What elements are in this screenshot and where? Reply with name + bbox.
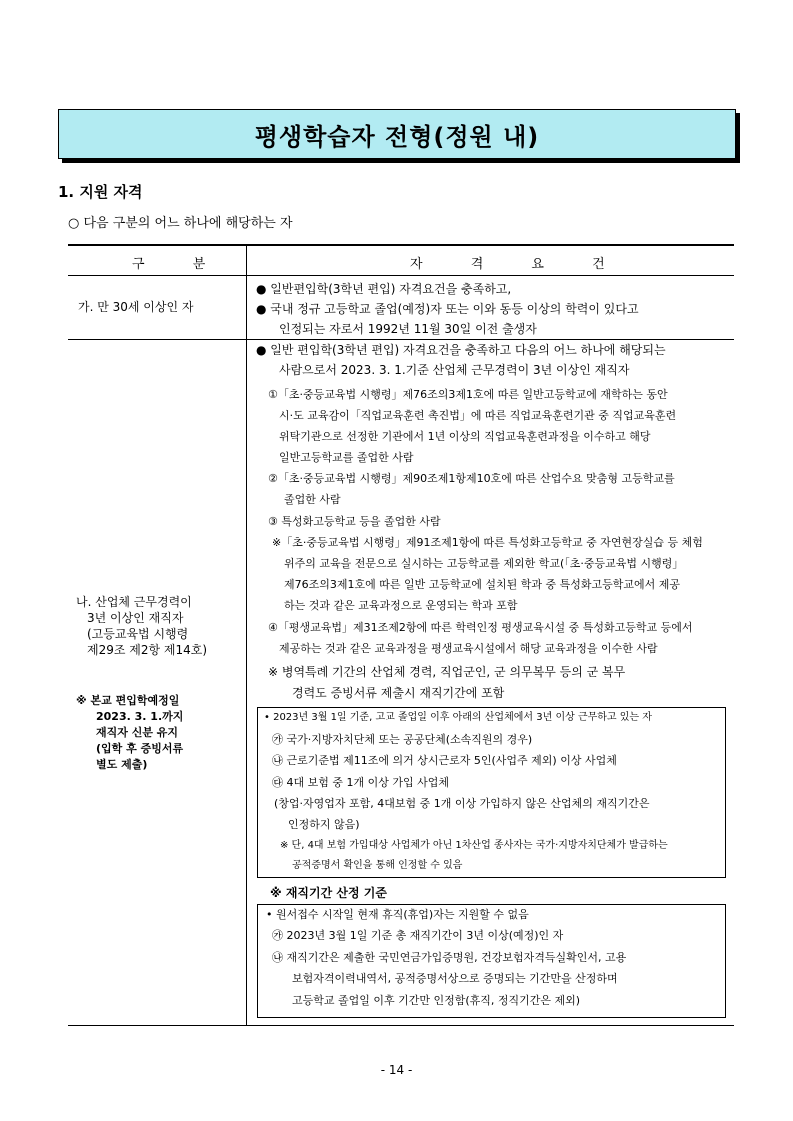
row-b-line: 졸업한 사람 <box>284 493 341 506</box>
table-bottom-rule <box>68 1025 734 1026</box>
row-b-line: 일반고등학교를 졸업한 사람 <box>279 451 414 464</box>
row-b-label: 나. 산업체 근무경력이 <box>76 595 192 609</box>
row-b-line: ④「평생교육법」제31조제2항에 따른 학력인정 평생교육시설 중 특성화고등학교 등에서 <box>268 621 693 634</box>
row-b-line: ②「초·중등교육법 시행령」제90조제1항제10호에 따른 산업수요 맞춤형 고등학교를 <box>268 472 675 485</box>
page-number: - 14 - <box>380 1063 413 1077</box>
row-b-line: 제76조의3제1호에 따른 일반 고등학교에 설치된 학과 중 특성화고등학교에서 제공 <box>284 578 680 591</box>
row-b-line: 위탁기관으로 선정한 기관에서 1년 이상의 직업교육훈련과정을 이수하고 해당 <box>279 430 651 443</box>
row-b-line: 제공하는 것과 같은 교육과정을 평생교육시설에서 해당 교육과정을 이수한 사람 <box>279 642 658 655</box>
row-b-line: 사람으로서 2023. 3. 1.기준 산업체 근무경력이 3년 이상인 재직자 <box>279 363 630 377</box>
row-b-note: 재직자 신분 유지 <box>96 726 179 739</box>
row-b-label: 제29조 제2항 제14호) <box>87 643 208 657</box>
table-header-requirements: 자 격 요 건 <box>410 257 627 272</box>
row-b-line: ※ 병역특례 기간의 산업체 경력, 직업군인, 군 의무복무 등의 군 복무 <box>268 665 626 679</box>
box1-line: • 2023년 3월 1일 기준, 고교 졸업일 이후 아래의 산업체에서 3년 이상 근무하고 있는 자 <box>264 712 652 723</box>
row-b-note: 별도 제출) <box>96 758 148 771</box>
table-header-rule <box>68 275 734 276</box>
row-b-line: 경력도 증빙서류 제출시 재직기간에 포함 <box>292 686 505 700</box>
row-b-line: ※「초·중등교육법 시행령」제91조제1항에 따른 특성화고등학교 중 자연현장실습 등 체험 <box>272 536 703 549</box>
box1-line: ※ 단, 4대 보험 가입대상 사업체가 아닌 1차산업 종사자는 국가·지방자치단체가 발급하는 <box>280 840 668 851</box>
box2-line: 보험자격이력내역서, 공적증명서상으로 증명되는 기간만을 산정하며 <box>292 972 618 985</box>
row-a-line: 인정되는 자로서 1992년 11월 30일 이전 출생자 <box>279 322 537 336</box>
box1-line: ㉰ 4대 보험 중 1개 이상 가입 사업체 <box>272 776 449 789</box>
row-b-line: 시·도 교육감이「직업교육훈련 촉진법」에 따른 직업교육훈련기관 중 직업교육훈련 <box>279 409 677 422</box>
row-b-line: 위주의 교육을 전문으로 실시하는 고등학교를 제외한 학교(「초·중등교육법 시행령」 <box>284 557 684 570</box>
box2-line: • 원서접수 시작일 현재 휴직(휴업)자는 지원할 수 없음 <box>266 908 529 921</box>
box1-line: 공적증명서 확인을 통해 인정할 수 있음 <box>292 860 463 871</box>
row-b-line: ③ 특성화고등학교 등을 졸업한 사람 <box>268 515 441 528</box>
table-row-rule <box>68 339 734 340</box>
box2-line: 고등학교 졸업일 이후 기간만 인정함(휴직, 정직기간은 제외) <box>292 994 581 1007</box>
row-a-line: ● 국내 정규 고등학교 졸업(예정)자 또는 이와 동등 이상의 학력이 있다고 <box>256 302 639 316</box>
table-header-category: 구 분 <box>132 257 228 272</box>
intro-text: ○ 다음 구분의 어느 하나에 해당하는 자 <box>68 216 293 231</box>
row-b-label: 3년 이상인 재직자 <box>87 611 184 625</box>
box1-line: ㉮ 국가·지방자치단체 또는 공공단체(소속직원의 경우) <box>272 733 533 746</box>
box2-line: ㉯ 재직기간은 제출한 국민연금가입증명원, 건강보험자격득실확인서, 고용 <box>272 951 627 964</box>
box2-line: ㉮ 2023년 3월 1일 기준 총 재직기간이 3년 이상(예정)인 자 <box>272 929 564 942</box>
table-column-divider <box>246 244 247 1025</box>
row-b-line: ①「초·중등교육법 시행령」제76조의3제1호에 따른 일반고등학교에 재학하는 동안 <box>268 388 668 401</box>
table-top-rule <box>68 244 734 246</box>
row-a-label: 가. 만 30세 이상인 자 <box>78 300 194 314</box>
row-b-line: ● 일반 편입학(3학년 편입) 자격요건을 충족하고 다음의 어느 하나에 해당되는 <box>256 343 666 357</box>
section-heading: 1. 지원 자격 <box>58 183 143 201</box>
row-a-line: ● 일반편입학(3학년 편입) 자격요건을 충족하고, <box>256 282 512 296</box>
box1-line: (창업·자영업자 포함, 4대보험 중 1개 이상 가입하지 않은 산업체의 재직기간은 <box>274 797 650 810</box>
row-b-note: 2023. 3. 1.까지 <box>96 710 184 723</box>
box1-line: 인정하지 않음) <box>288 818 360 831</box>
row-b-label: (고등교육법 시행령 <box>87 627 189 641</box>
row-b-note: (입학 후 증빙서류 <box>96 742 184 755</box>
box2-title: ※ 재직기간 산정 기준 <box>270 886 387 900</box>
page-title: 평생학습자 전형(정원 내) <box>58 109 736 159</box>
box1-line: ㉯ 근로기준법 제11조에 의거 상시근로자 5인(사업주 제외) 이상 사업체 <box>272 754 617 767</box>
row-b-line: 하는 것과 같은 교육과정으로 운영되는 학과 포함 <box>284 599 518 612</box>
row-b-note: ※ 본교 편입학예정일 <box>76 694 180 707</box>
